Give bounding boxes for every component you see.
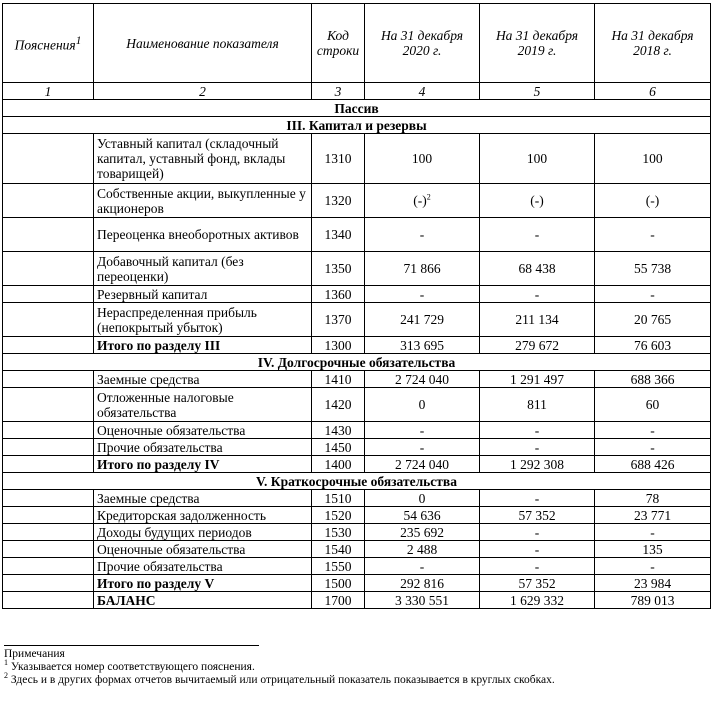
balance-sheet-table <box>2 3 711 609</box>
cell-name: Уставный капитал (складочный капитал, уставный фонд, вклады товарищей) <box>94 134 312 184</box>
cell-code: 1340 <box>312 218 365 252</box>
col-header-name: Наименование показателя <box>94 4 312 83</box>
table-row <box>3 286 711 303</box>
footnote-1: $^1$ Указывается номер соответствующего пояснения. <box>4 658 255 673</box>
header-row <box>3 4 711 83</box>
cell-notes <box>3 439 94 456</box>
col-header-notes: Пояснения$^1$ <box>3 4 94 83</box>
cell-code: 1510 <box>312 490 365 507</box>
cell-name: Отложенные налоговые обязательства <box>94 388 312 422</box>
cell-2020: 3 330 551 <box>365 592 480 609</box>
cell-code: 1450 <box>312 439 365 456</box>
cell-name: Нераспределенная прибыль (непокрытый убыток) <box>94 303 312 337</box>
cell-2019: - <box>480 439 595 456</box>
cell-2018: - <box>595 218 711 252</box>
table-row <box>3 456 711 473</box>
cell-2019: 811 <box>480 388 595 422</box>
cell-2020: 2 724 040 <box>365 456 480 473</box>
column-number: 4 <box>365 83 480 100</box>
column-number: 2 <box>94 83 312 100</box>
cell-2020: 71 866 <box>365 252 480 286</box>
cell-notes <box>3 524 94 541</box>
table-row <box>3 252 711 286</box>
cell-2018: 688 366 <box>595 371 711 388</box>
section-heading-row <box>3 473 711 490</box>
cell-2019: 57 352 <box>480 507 595 524</box>
table-row <box>3 541 711 558</box>
cell-2018: 23 771 <box>595 507 711 524</box>
cell-2020: - <box>365 422 480 439</box>
cell-name: Оценочные обязательства <box>94 422 312 439</box>
table-row <box>3 524 711 541</box>
cell-2018: 100 <box>595 134 711 184</box>
col-header-2019: На 31 декабря 2019 г. <box>480 4 595 83</box>
cell-2018: 789 013 <box>595 592 711 609</box>
cell-2020: 54 636 <box>365 507 480 524</box>
cell-2020: - <box>365 218 480 252</box>
cell-notes <box>3 388 94 422</box>
cell-code: 1530 <box>312 524 365 541</box>
footnote-2: $^2$ Здесь и в других формах отчетов вычитаемый или отрицательный показатель показывается в круглых скобках. <box>4 671 555 686</box>
table-row <box>3 439 711 456</box>
footnotes <box>4 645 712 687</box>
cell-code: 1300 <box>312 337 365 354</box>
table-row <box>3 558 711 575</box>
cell-2018: - <box>595 524 711 541</box>
cell-2019: 279 672 <box>480 337 595 354</box>
cell-name: Добавочный капитал (без переоценки) <box>94 252 312 286</box>
section-heading: III. Капитал и резервы <box>3 117 711 134</box>
table-row <box>3 134 711 184</box>
cell-2020: - <box>365 558 480 575</box>
cell-code: 1320 <box>312 184 365 218</box>
cell-notes <box>3 592 94 609</box>
cell-2019: 211 134 <box>480 303 595 337</box>
table-row <box>3 371 711 388</box>
table-row <box>3 388 711 422</box>
cell-2018: 20 765 <box>595 303 711 337</box>
cell-2020: 0 <box>365 490 480 507</box>
cell-notes <box>3 422 94 439</box>
table-body <box>3 83 711 609</box>
cell-2019: 1 291 497 <box>480 371 595 388</box>
cell-notes <box>3 218 94 252</box>
cell-code: 1520 <box>312 507 365 524</box>
cell-2019: 100 <box>480 134 595 184</box>
cell-2019: - <box>480 286 595 303</box>
cell-2019: (-) <box>480 184 595 218</box>
cell-2020: 241 729 <box>365 303 480 337</box>
cell-2020: - <box>365 439 480 456</box>
cell-notes <box>3 575 94 592</box>
cell-2020: - <box>365 286 480 303</box>
column-number: 3 <box>312 83 365 100</box>
cell-code: 1420 <box>312 388 365 422</box>
cell-2020: 292 816 <box>365 575 480 592</box>
cell-2018: - <box>595 286 711 303</box>
table-row <box>3 592 711 609</box>
cell-notes <box>3 134 94 184</box>
cell-notes <box>3 456 94 473</box>
cell-2019: - <box>480 422 595 439</box>
table-row <box>3 337 711 354</box>
cell-2020: 235 692 <box>365 524 480 541</box>
footnote-rule <box>4 645 259 646</box>
cell-name: Итого по разделу IV <box>94 456 312 473</box>
cell-2018: 135 <box>595 541 711 558</box>
cell-name: Итого по разделу V <box>94 575 312 592</box>
cell-name: БАЛАНС <box>94 592 312 609</box>
cell-name: Резервный капитал <box>94 286 312 303</box>
cell-name: Кредиторская задолженность <box>94 507 312 524</box>
column-number: 5 <box>480 83 595 100</box>
cell-notes <box>3 507 94 524</box>
footnotes-title: Примечания <box>4 648 65 660</box>
cell-2018: 23 984 <box>595 575 711 592</box>
table-row <box>3 184 711 218</box>
cell-2018: - <box>595 422 711 439</box>
cell-name: Собственные акции, выкупленные у акционеров <box>94 184 312 218</box>
cell-name: Доходы будущих периодов <box>94 524 312 541</box>
cell-2018: 55 738 <box>595 252 711 286</box>
cell-2018: 688 426 <box>595 456 711 473</box>
cell-2019: - <box>480 490 595 507</box>
cell-name: Заемные средства <box>94 371 312 388</box>
cell-notes <box>3 184 94 218</box>
cell-2019: - <box>480 541 595 558</box>
cell-2018: 78 <box>595 490 711 507</box>
cell-code: 1350 <box>312 252 365 286</box>
cell-2020: 2 488 <box>365 541 480 558</box>
section-heading: V. Краткосрочные обязательства <box>3 473 711 490</box>
col-header-2018: На 31 декабря 2018 г. <box>595 4 711 83</box>
cell-2020: 2 724 040 <box>365 371 480 388</box>
cell-2020: 0 <box>365 388 480 422</box>
cell-code: 1500 <box>312 575 365 592</box>
cell-2019: - <box>480 558 595 575</box>
column-number: 1 <box>3 83 94 100</box>
table-row <box>3 507 711 524</box>
cell-2020: 100 <box>365 134 480 184</box>
table-title-row <box>3 100 711 117</box>
section-heading: IV. Долгосрочные обязательства <box>3 354 711 371</box>
cell-2018: - <box>595 439 711 456</box>
cell-2020: 313 695 <box>365 337 480 354</box>
cell-code: 1310 <box>312 134 365 184</box>
cell-2019: 68 438 <box>480 252 595 286</box>
table-row <box>3 303 711 337</box>
cell-2019: - <box>480 524 595 541</box>
cell-2018: (-) <box>595 184 711 218</box>
table-row <box>3 490 711 507</box>
column-number: 6 <box>595 83 711 100</box>
table-title: Пассив <box>3 100 711 117</box>
table-row <box>3 422 711 439</box>
cell-2019: 57 352 <box>480 575 595 592</box>
section-heading-row <box>3 354 711 371</box>
cell-code: 1430 <box>312 422 365 439</box>
cell-notes <box>3 371 94 388</box>
cell-name: Переоценка внеоборотных активов <box>94 218 312 252</box>
cell-2019: - <box>480 218 595 252</box>
cell-code: 1360 <box>312 286 365 303</box>
cell-notes <box>3 286 94 303</box>
cell-2018: 76 603 <box>595 337 711 354</box>
cell-name: Заемные средства <box>94 490 312 507</box>
cell-code: 1550 <box>312 558 365 575</box>
cell-notes <box>3 490 94 507</box>
cell-code: 1540 <box>312 541 365 558</box>
cell-2020: $(-)^2$ <box>365 184 480 218</box>
cell-name: Прочие обязательства <box>94 439 312 456</box>
cell-name: Прочие обязательства <box>94 558 312 575</box>
cell-notes <box>3 337 94 354</box>
cell-notes <box>3 252 94 286</box>
cell-notes <box>3 303 94 337</box>
table-row <box>3 575 711 592</box>
cell-2019: 1 292 308 <box>480 456 595 473</box>
cell-code: 1410 <box>312 371 365 388</box>
cell-name: Оценочные обязательства <box>94 541 312 558</box>
cell-code: 1370 <box>312 303 365 337</box>
section-heading-row <box>3 117 711 134</box>
cell-2018: 60 <box>595 388 711 422</box>
cell-code: 1700 <box>312 592 365 609</box>
cell-2018: - <box>595 558 711 575</box>
cell-2019: 1 629 332 <box>480 592 595 609</box>
cell-name: Итого по разделу III <box>94 337 312 354</box>
column-numbers-row <box>3 83 711 100</box>
col-header-code: Код строки <box>312 4 365 83</box>
col-header-2020: На 31 декабря 2020 г. <box>365 4 480 83</box>
table-row <box>3 218 711 252</box>
cell-code: 1400 <box>312 456 365 473</box>
cell-notes <box>3 541 94 558</box>
cell-notes <box>3 558 94 575</box>
